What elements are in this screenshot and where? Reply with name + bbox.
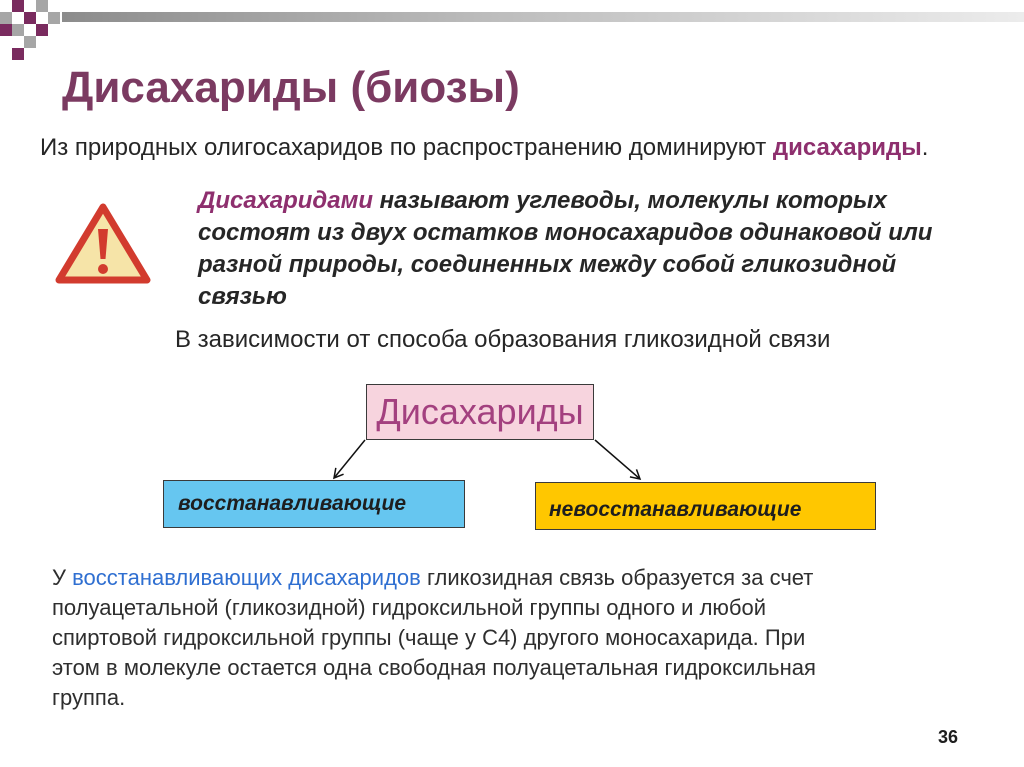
explanation-paragraph <box>52 563 816 713</box>
diagram-root-box: Дисахариды <box>366 384 594 440</box>
page-number: 36 <box>938 727 959 747</box>
definition-line: связью <box>198 283 287 310</box>
slide-title: Дисахариды (биозы) <box>62 63 520 112</box>
exclamation-dot <box>98 264 108 274</box>
definition-line <box>198 185 932 217</box>
intro-highlight: дисахариды <box>772 134 922 161</box>
intro-end: . <box>921 134 929 161</box>
explanation-highlight: восстанавливающих дисахаридов <box>72 565 421 590</box>
explanation-line <box>52 563 816 593</box>
diagram-reducing-box: восстанавливающие <box>163 480 465 528</box>
header-bar <box>62 12 1024 22</box>
decor-squares <box>0 0 62 62</box>
definition-paragraph <box>198 185 932 313</box>
explanation-line: полуацетальной (гликозидной) гидроксильной группы одного и любой <box>52 595 767 620</box>
explanation-text: гликозидная связь образуется за счет <box>420 565 814 590</box>
explanation-line: группа. <box>52 685 126 710</box>
decor-square <box>0 24 12 36</box>
decor-square <box>36 24 48 36</box>
diagram-nonreducing-box: невосстанавливающие <box>535 482 876 530</box>
decor-square <box>36 0 48 12</box>
decor-square <box>0 12 12 24</box>
decor-square <box>12 0 24 12</box>
classification-intro: В зависимости от способа образования гликозидной связи <box>175 326 831 353</box>
warning-icon <box>54 201 152 285</box>
intro-text: Из природных олигосахаридов по распространению доминируют <box>40 134 773 161</box>
definition-line: состоят из двух остатков моносахаридов одинаковой или <box>198 219 933 246</box>
explanation-line: спиртовой гидроксильной группы (чаще у С4) другого моносахарида. При <box>52 625 806 650</box>
decor-square <box>12 24 24 36</box>
intro-sentence <box>40 133 928 163</box>
arrow-down-left-icon <box>334 440 365 478</box>
decor-square <box>24 36 36 48</box>
explanation-line: этом в молекуле остается одна свободная полуацетальная гидроксильная <box>52 655 816 680</box>
arrow-down-right-icon <box>595 440 640 479</box>
explanation-lead: У <box>52 565 73 590</box>
decor-square <box>12 48 24 60</box>
definition-term: Дисахаридами <box>198 187 373 214</box>
decor-square <box>24 12 36 24</box>
decor-square <box>48 12 60 24</box>
definition-line: разной природы, соединенных между собой гликозидной <box>198 251 897 278</box>
definition-text: называют углеводы, молекулы которых <box>372 187 887 214</box>
